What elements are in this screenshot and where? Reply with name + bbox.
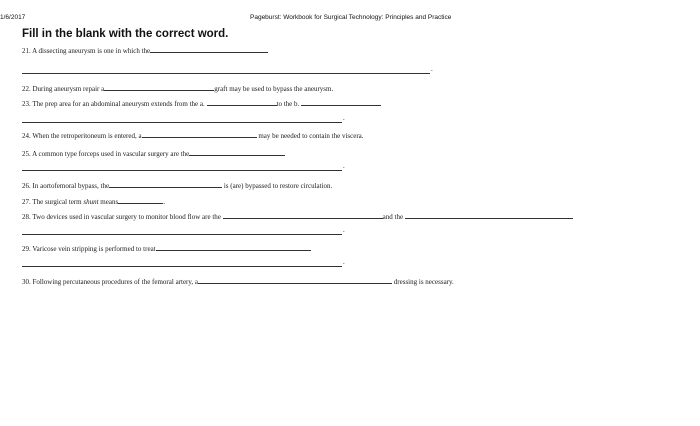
question-29-continuation-blank[interactable] — [22, 266, 342, 267]
question-27-after: means — [100, 198, 119, 206]
document-source-title: Pageburst: Workbook for Surgical Technology: Principles and Practice — [250, 14, 452, 21]
question-28-mid: and the — [382, 213, 404, 221]
question-21-continuation-blank[interactable] — [22, 73, 430, 74]
question-30-after: dressing is necessary. — [393, 278, 454, 286]
question-25-text: 25. A common type forceps used in vascular surgery are the — [22, 150, 190, 158]
print-date: 1/6/2017 — [0, 14, 26, 21]
question-23-period: . — [343, 114, 345, 122]
question-21-blank[interactable] — [150, 45, 268, 53]
question-29-text: 29. Varicose vein stripping is performed to treat — [22, 245, 156, 253]
question-27 — [22, 196, 165, 205]
question-23-blank-b[interactable] — [301, 98, 381, 106]
question-23-mid: to the b. — [276, 100, 300, 108]
question-24 — [22, 130, 364, 139]
question-29 — [22, 243, 311, 252]
question-21-period: . — [431, 65, 433, 73]
question-30-blank[interactable] — [198, 276, 392, 284]
question-22-after: graft may be used to bypass the aneurysm. — [214, 85, 334, 93]
question-23-continuation-blank[interactable] — [22, 122, 342, 123]
question-26-after: is (are) bypassed to restore circulation. — [223, 182, 333, 190]
question-30 — [22, 276, 454, 285]
question-28-blank-2[interactable] — [405, 211, 573, 219]
question-28-period: . — [343, 226, 345, 234]
question-24-blank[interactable] — [142, 130, 257, 138]
question-22 — [22, 83, 333, 92]
question-29-period: . — [343, 258, 345, 266]
question-27-period: . — [163, 198, 165, 206]
question-28-continuation-blank[interactable] — [22, 234, 342, 235]
question-25-continuation-blank[interactable] — [22, 170, 342, 171]
question-26-text: 26. In aortofemoral bypass, the — [22, 182, 110, 190]
question-23-text: 23. The prep area for an abdominal aneurysm extends from the a. — [22, 100, 205, 108]
question-28 — [22, 211, 573, 220]
question-29-blank[interactable] — [156, 243, 311, 251]
question-30-text: 30. Following percutaneous procedures of the femoral artery, a — [22, 278, 199, 286]
question-27-text: 27. The surgical term — [22, 198, 82, 206]
question-28-blank-1[interactable] — [223, 211, 383, 219]
question-21-text: 21. A dissecting aneurysm is one in which the — [22, 47, 151, 55]
question-27-term: shunt — [83, 198, 99, 206]
question-25-period: . — [343, 162, 345, 170]
question-25 — [22, 148, 285, 157]
question-26-blank[interactable] — [109, 180, 222, 188]
question-26 — [22, 180, 332, 189]
question-25-blank[interactable] — [189, 148, 285, 156]
question-23 — [22, 98, 381, 107]
question-22-blank[interactable] — [104, 83, 214, 91]
question-24-text: 24. When the retroperitoneum is entered, a — [22, 132, 142, 140]
question-22-text: 22. During aneurysm repair a — [22, 85, 105, 93]
section-title: Fill in the blank with the correct word. — [22, 28, 229, 40]
question-21 — [22, 45, 268, 54]
question-24-after: may be needed to contain the viscera. — [258, 132, 364, 140]
question-27-blank[interactable] — [118, 196, 163, 204]
question-23-blank-a[interactable] — [207, 98, 277, 106]
question-28-text: 28. Two devices used in vascular surgery to monitor blood flow are the — [22, 213, 221, 221]
